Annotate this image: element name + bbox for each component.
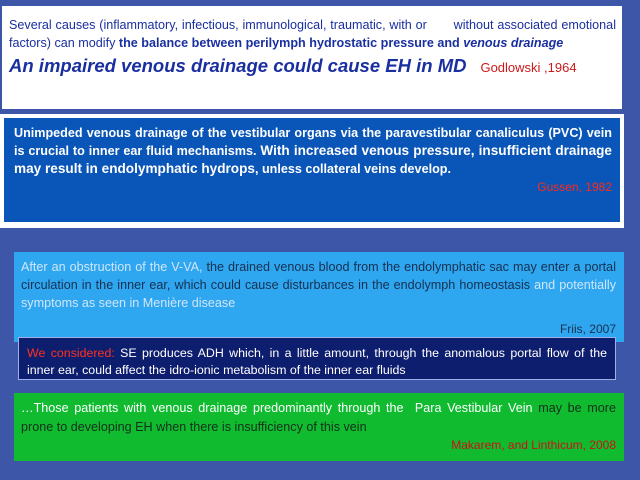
gussen-text: Unimpeded venous drainage of the vestibular organs via the paravestibular canaliculus (PVC) vein is crucial to inner ear fluid mechanisms. With increased venous pressure, insufficient drainage may result in endolymphatic hydrops, unless collateral veins develop. [14,126,612,176]
citation-gussen: Gussen, 1982 [537,180,612,194]
citation-friis: Friis, 2007 [559,322,616,336]
headline: An impaired venous drainage could cause EH in MD Godlowski ,1964 [9,55,577,76]
friis-text: After an obstruction of the V-VA, the drained venous blood from the endolymphatic sac may enter a portal circulation in the inner ear, which could cause disturbances in the endolymph homeostasis and potentially symptoms as seen in Menière disease [21,260,616,310]
citation-godlowski: Godlowski ,1964 [480,60,577,75]
considered-text: We considered: SE produces ADH which, in a little amount, through the anomalous portal flow of the inner ear, could affect the idro-ionic metabolism of the inner ear fluids [27,346,607,377]
causes-text: Several causes (inflammatory, infectious, immunological, traumatic, with or without associated emotional factors) can modify the balance between perilymph hydrostatic pressure and venous drainage [9,18,616,50]
makarem-text: …Those patients with venous drainage predominantly through the Para Vestibular Vein may be more prone to developing EH when there is insufficiency of this vein [21,401,616,434]
citation-makarem: Makarem, and Linthicum, 2008 [451,438,616,452]
causes-box [2,6,622,109]
considered-box [18,337,616,380]
friis-box [14,252,624,342]
makarem-box [14,393,624,461]
gussen-box [0,114,624,228]
